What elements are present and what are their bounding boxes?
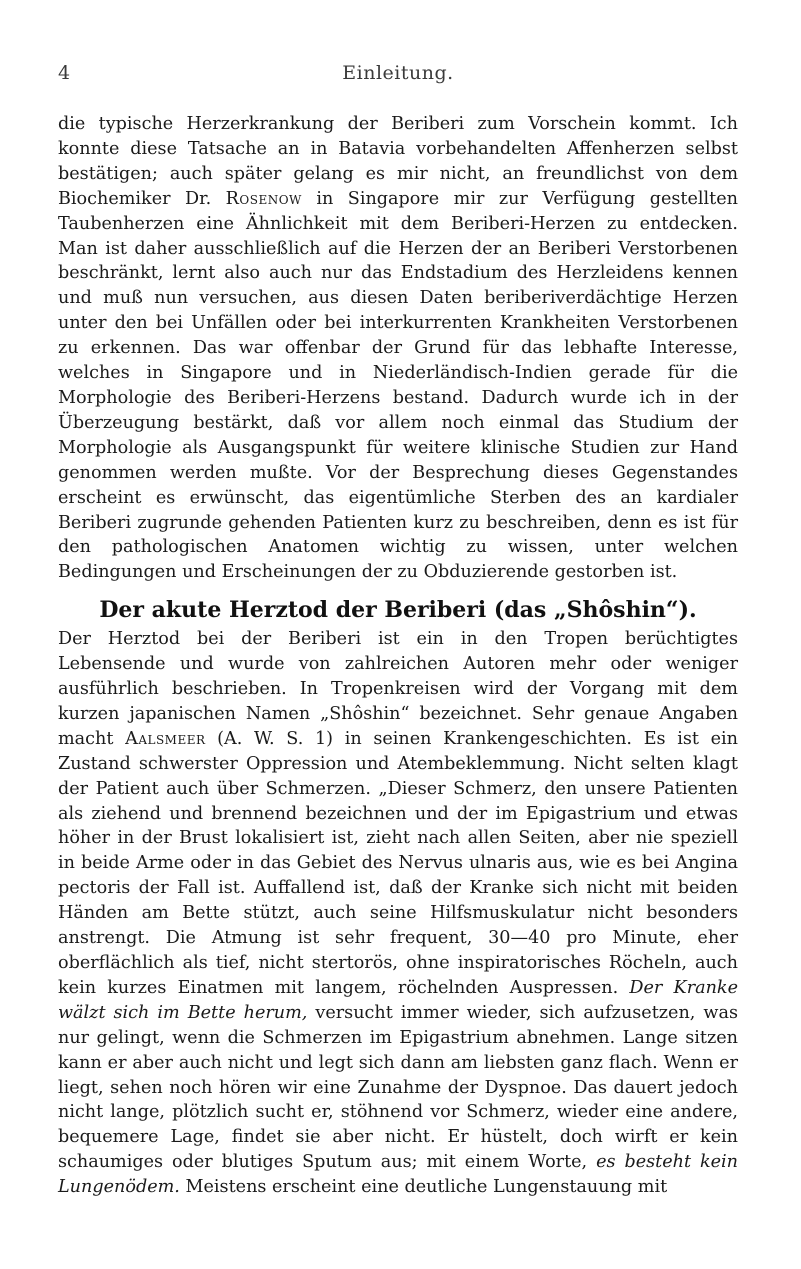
italic-emphasis-2: es besteht kein Lungenödem. [58, 1152, 739, 1198]
paragraph-2-text-c: versucht immer wieder, sich aufzusetzen, was nur gelingt, wenn die Schmerzen im Epigastrium abnehmen. Lange sitzen kann er aber auch nicht und legt sich dann am liebsten ganz flach. Wenn er liegt, sehen noch hören wir eine Zunahme der Dyspnoe. Das dauert jedoch nicht lange, plötzlich sucht er, stöhnend vor Schmerz, wieder eine andere, bequemere Lage, findet sie aber nicht. Er hüstelt, doch wirft er kein schaumiges oder blutiges Sputum aus; mit einem Worte, [58, 1002, 738, 1173]
paragraph-1-text-b: in Singapore mir zur Verfügung gestellten Taubenherzen eine Ähnlichkeit mit dem Beriberi-Herzen zu entdecken. Man ist daher ausschließlich auf die Herzen der an Beriberi Verstorbenen beschränkt, lernt also auch nur das Endstadium des Herzleidens kennen und muß nun versuchen, aus diesen Daten beriberiverdächtige Herzen unter den bei Unfällen oder bei interkurrenten Krankheiten Verstorbenen zu erkennen. Das war offenbar der Grund für das lebhafte Interesse, welches in Singapore und in Niederländisch-Indien gerade für die Morphologie des Beriberi-Herzens bestand. Dadurch wurde ich in der Überzeugung bestärkt, daß vor allem noch einmal das Studium der Morphologie als Ausgangspunkt für weitere klinische Studien zur Hand genommen werden mußte. Vor der Besprechung dieses Gegenstandes erscheint es erwünscht, das eigentümliche Sterben des an kardialer Beriberi zugrunde gehenden Patienten kurz zu beschreiben, denn es ist für den pathologischen Anatomen wichtig zu wissen, unter welchen Bedingungen und Erscheinungen der zu Obduzierende gestorben ist. [58, 188, 738, 583]
italic-emphasis-1: Der Kranke wälzt sich im Bette herum, [58, 977, 739, 1023]
paragraph-2 [58, 627, 738, 1200]
author-name-rosenow: Rosenow [225, 188, 302, 209]
paragraph-2-text-b: (A. W. S. 1) in seinen Krankengeschichten. Es ist ein Zustand schwerster Oppression und Atembeklemmung. Nicht selten klagt der Patient auch über Schmerzen. „Dieser Schmerz, den unsere Patienten als ziehend und brennend bezeichnen und der im Epigastrium und etwas höher in der Brust lokalisiert ist, zieht nach allen Seiten, aber nie speziell in beide Arme oder in das Gebiet des Nervus ulnaris aus, wie es bei Angina pectoris der Fall ist. Auffallend ist, daß der Kranke sich nicht mit beiden Händen am Bette stützt, auch seine Hilfsmuskulatur nicht besonders anstrengt. Die Atmung ist sehr frequent, 30—40 pro Minute, eher oberflächlich als tief, nicht stertorös, ohne inspiratorisches Röcheln, auch kein kurzes Einatmen mit langem, röchelnden Auspressen. [58, 728, 738, 998]
running-title: Einleitung. [342, 62, 454, 84]
paragraph-2-text-d: Meistens erscheint eine deutliche Lungenstauung mit [179, 1177, 668, 1198]
body-text [58, 112, 738, 1200]
page-number: 4 [58, 62, 72, 84]
paragraph-1 [58, 112, 738, 585]
paragraph-1-text-a: die typische Herzerkrankung der Beriberi zum Vorschein kommt. Ich konnte diese Tatsache an in Batavia vorbehandelten Affenherzen selbst bestätigen; auch später gelang es mir nicht, an freundlichst von dem Biochemiker Dr. [58, 114, 738, 209]
running-head [58, 62, 738, 90]
paragraph-2-text-a: Der Herztod bei der Beriberi ist ein in den Tropen berüchtigtes Lebensende und wurde von zahlreichen Autoren mehr oder weniger ausführlich beschrieben. In Tropenkreisen wird der Vorgang mit dem kurzen japanischen Namen „Shôshin“ bezeichnet. Sehr genaue Angaben macht [58, 629, 738, 749]
section-heading: Der akute Herztod der Beriberi (das „Shôshin“). [99, 597, 697, 624]
author-name-aalsmeer: Aalsmeer [125, 728, 206, 749]
